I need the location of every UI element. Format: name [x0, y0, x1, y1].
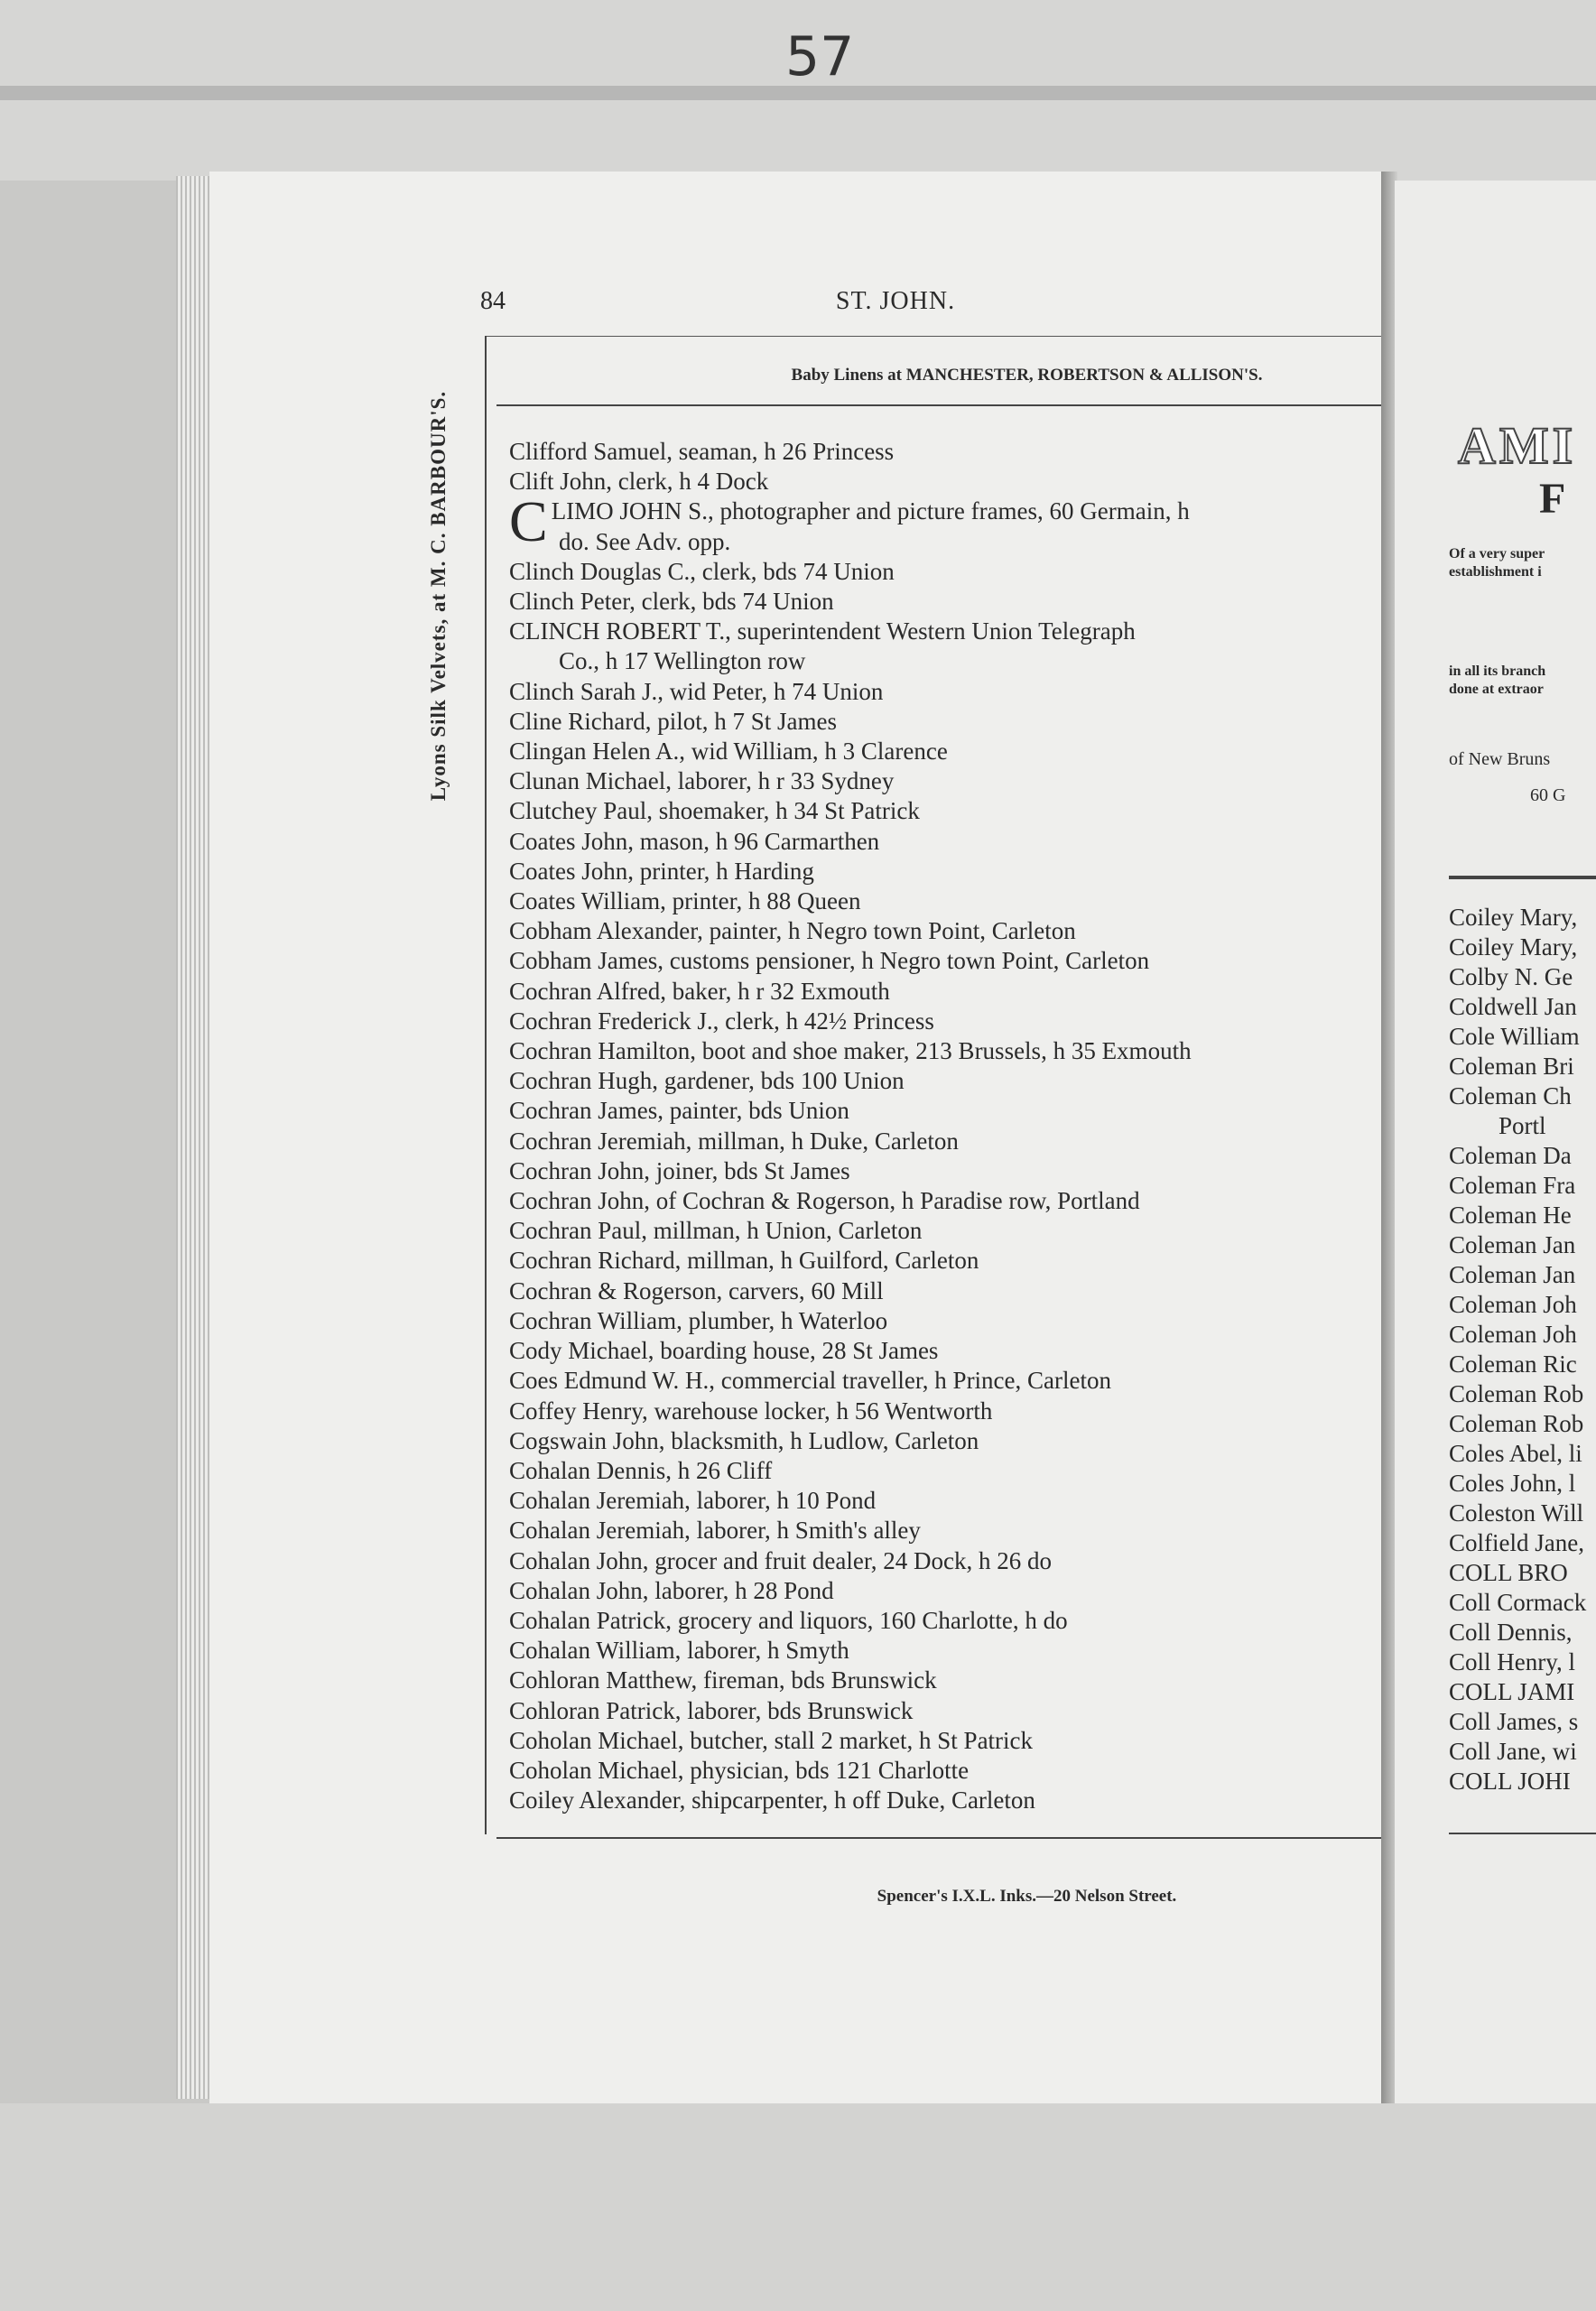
directory-entry: Clunan Michael, laborer, h r 33 Sydney	[509, 767, 895, 795]
facing-page-entry: Coleman Ch	[1449, 1082, 1572, 1109]
facing-page-ad-line: 60 G	[1530, 785, 1566, 805]
frame-left-rule	[485, 336, 487, 1834]
facing-page-entry: Coleman Jan	[1449, 1231, 1576, 1258]
facing-page-rule	[1449, 876, 1596, 879]
directory-page	[209, 172, 1383, 2103]
directory-entry: Coates John, mason, h 96 Carmarthen	[509, 827, 880, 855]
directory-entry: Coholan Michael, butcher, stall 2 market, h St Patrick	[509, 1726, 1034, 1754]
directory-entry: Coiley Alexander, shipcarpenter, h off Duke, Carleton	[509, 1787, 1035, 1814]
directory-entry: Cogswain John, blacksmith, h Ludlow, Carleton	[509, 1426, 979, 1454]
directory-entry: Coates John, printer, h Harding	[509, 857, 814, 885]
directory-entry: CLINCH ROBERT T., superintendent Western Union Telegraph	[509, 617, 1136, 645]
directory-entry-text: LIMO JOHN S., photographer and picture frames, 60 Germain, h	[551, 497, 1190, 525]
bottom-advertisement: Spencer's I.X.L. Inks.—20 Nelson Street.	[877, 1887, 1177, 1906]
facing-page-entry: Coleman Bri	[1449, 1053, 1574, 1080]
directory-entry: Cochran John, joiner, bds St James	[509, 1156, 850, 1184]
directory-entry: Coes Edmund W. H., commercial traveller, h Prince, Carleton	[509, 1367, 1111, 1395]
facing-page-entry: Colby N. Ge	[1449, 963, 1573, 990]
directory-entry: Co., h 17 Wellington row	[559, 647, 806, 675]
directory-entry: Cochran & Rogerson, carvers, 60 Mill	[509, 1276, 884, 1304]
facing-page-ad-line: establishment i	[1449, 564, 1542, 580]
running-head: ST. JOHN.	[835, 287, 956, 315]
directory-entry: Cohloran Matthew, fireman, bds Brunswick	[509, 1666, 937, 1694]
facing-page	[1395, 181, 1596, 2103]
facing-page-entry: Coldwell Jan	[1449, 993, 1577, 1020]
directory-entry: Cohalan John, grocer and fruit dealer, 24 Dock, h 26 do	[509, 1546, 1053, 1574]
facing-page-entry: Coleman Joh	[1449, 1321, 1577, 1348]
facing-page-entry: Coles John, l	[1449, 1470, 1576, 1497]
facing-page-ad-line: in all its branch	[1449, 664, 1546, 679]
directory-entry: Cochran James, painter, bds Union	[509, 1097, 849, 1125]
directory-entry: Cohalan Patrick, grocery and liquors, 160 Charlotte, h do	[509, 1606, 1068, 1634]
facing-page-entry: Coleman Rob	[1449, 1410, 1584, 1437]
facing-page-entry: Coiley Mary,	[1449, 933, 1578, 961]
facing-page-entry: Coleman Ric	[1449, 1350, 1577, 1378]
facing-page-entry: Coleman Jan	[1449, 1261, 1576, 1288]
facing-page-entry: COLL JOHI	[1449, 1768, 1571, 1795]
directory-entry: do. See Adv. opp.	[559, 527, 731, 555]
top-advertisement: Baby Linens at MANCHESTER, ROBERTSON & ALLISON'S.	[791, 366, 1263, 385]
facing-page-entry: Coll Dennis,	[1449, 1619, 1573, 1646]
facing-page-entry: Cole William	[1449, 1023, 1580, 1050]
directory-entry: Cochran John, of Cochran & Rogerson, h Paradise row, Portland	[509, 1187, 1140, 1215]
directory-entry: Cochran Hamilton, boot and shoe maker, 213 Brussels, h 35 Exmouth	[509, 1037, 1192, 1065]
directory-entry: Clinch Sarah J., wid Peter, h 74 Union	[509, 677, 884, 705]
directory-entry: Clingan Helen A., wid William, h 3 Clarence	[509, 738, 948, 766]
directory-entry: Cochran Frederick J., clerk, h 42½ Princess	[509, 1007, 934, 1035]
facing-page-letter: F	[1539, 475, 1566, 523]
directory-entry: Clinch Douglas C., clerk, bds 74 Union	[509, 557, 895, 585]
directory-entry: Cohalan John, laborer, h 28 Pond	[509, 1576, 834, 1604]
directory-entry: Clift John, clerk, h 4 Dock	[509, 468, 769, 496]
facing-page-entry: COLL BRO	[1449, 1559, 1568, 1586]
facing-page-entry: Coll Henry, l	[1449, 1648, 1575, 1675]
directory-entry: Clifford Samuel, seaman, h 26 Princess	[509, 438, 895, 465]
facing-page-entries	[1449, 903, 1586, 1796]
facing-page-entry: Coll Jane, wi	[1449, 1738, 1577, 1765]
directory-entry: Cochran Jeremiah, millman, h Duke, Carleton	[509, 1127, 959, 1155]
directory-entry: Cohloran Patrick, laborer, bds Brunswick	[509, 1696, 914, 1724]
directory-entry: Coffey Henry, warehouse locker, h 56 Wentworth	[509, 1397, 993, 1425]
drop-cap-initial: C	[509, 489, 548, 554]
directory-entry: Cohalan Dennis, h 26 Cliff	[509, 1456, 773, 1484]
facing-page-entry: Coleman Joh	[1449, 1291, 1577, 1318]
facing-page-entry: Portl	[1499, 1112, 1546, 1139]
facing-page-footer-rule	[1449, 1833, 1596, 1834]
pencil-annotation: 57	[785, 25, 855, 88]
facing-page-entry: Coll James, s	[1449, 1708, 1579, 1735]
directory-entry: Cohalan Jeremiah, laborer, h 10 Pond	[509, 1487, 877, 1515]
facing-page-entry: Coleman Da	[1449, 1142, 1572, 1169]
page-number: 84	[480, 287, 506, 315]
frame-top-rule	[485, 336, 1532, 337]
directory-entry: Cohalan William, laborer, h Smyth	[509, 1637, 849, 1665]
facing-page-entry: Coleman Rob	[1449, 1380, 1584, 1407]
directory-entry: Cochran Hugh, gardener, bds 100 Union	[509, 1067, 905, 1095]
facing-page-ad-line: of New Bruns	[1449, 749, 1551, 769]
directory-entry: Cochran William, plumber, h Waterloo	[509, 1306, 888, 1334]
directory-entry: Clutchey Paul, shoemaker, h 34 St Patrick	[509, 797, 920, 825]
side-advertisement: Lyons Silk Velvets, at M. C. BARBOUR'S.	[427, 390, 450, 802]
directory-entry: Cohalan Jeremiah, laborer, h Smith's alley	[509, 1517, 921, 1545]
directory-entry: Cochran Richard, millman, h Guilford, Carleton	[509, 1247, 979, 1275]
facing-page-entry: Coles Abel, li	[1449, 1440, 1582, 1467]
facing-page-entry: Coleman Fra	[1449, 1172, 1576, 1199]
directory-entry: Cline Richard, pilot, h 7 St James	[509, 707, 837, 735]
directory-entry: Cochran Paul, millman, h Union, Carleton	[509, 1217, 923, 1245]
facing-page-entry: Coleston Will	[1449, 1499, 1584, 1527]
facing-page-ad-line: Of a very super	[1449, 546, 1545, 562]
facing-page-entry: COLL JAMI	[1449, 1678, 1575, 1705]
directory-entry: Cody Michael, boarding house, 28 St James	[509, 1337, 939, 1365]
directory-entry: Cobham Alexander, painter, h Negro town Point, Carleton	[509, 917, 1076, 945]
directory-entry: Cochran Alfred, baker, h r 32 Exmouth	[509, 977, 890, 1005]
directory-entry: Coholan Michael, physician, bds 121 Charlotte	[509, 1756, 970, 1784]
book-page-edges	[176, 176, 212, 2099]
facing-page-entry: Coll Cormack	[1449, 1589, 1587, 1616]
facing-page-entry: Colfield Jane,	[1449, 1529, 1584, 1556]
facing-page-ad-line: done at extraor	[1449, 682, 1544, 697]
directory-entry: Clinch Peter, clerk, bds 74 Union	[509, 588, 834, 616]
directory-entry: Coates William, printer, h 88 Queen	[509, 887, 861, 915]
facing-page-entry: Coleman He	[1449, 1202, 1572, 1229]
scan-background-bottom	[0, 2103, 1596, 2311]
facing-page-display-heading: AMI	[1458, 416, 1577, 475]
facing-page-entry: Coiley Mary,	[1449, 904, 1578, 931]
directory-entry: Cobham James, customs pensioner, h Negro town Point, Carleton	[509, 947, 1150, 975]
